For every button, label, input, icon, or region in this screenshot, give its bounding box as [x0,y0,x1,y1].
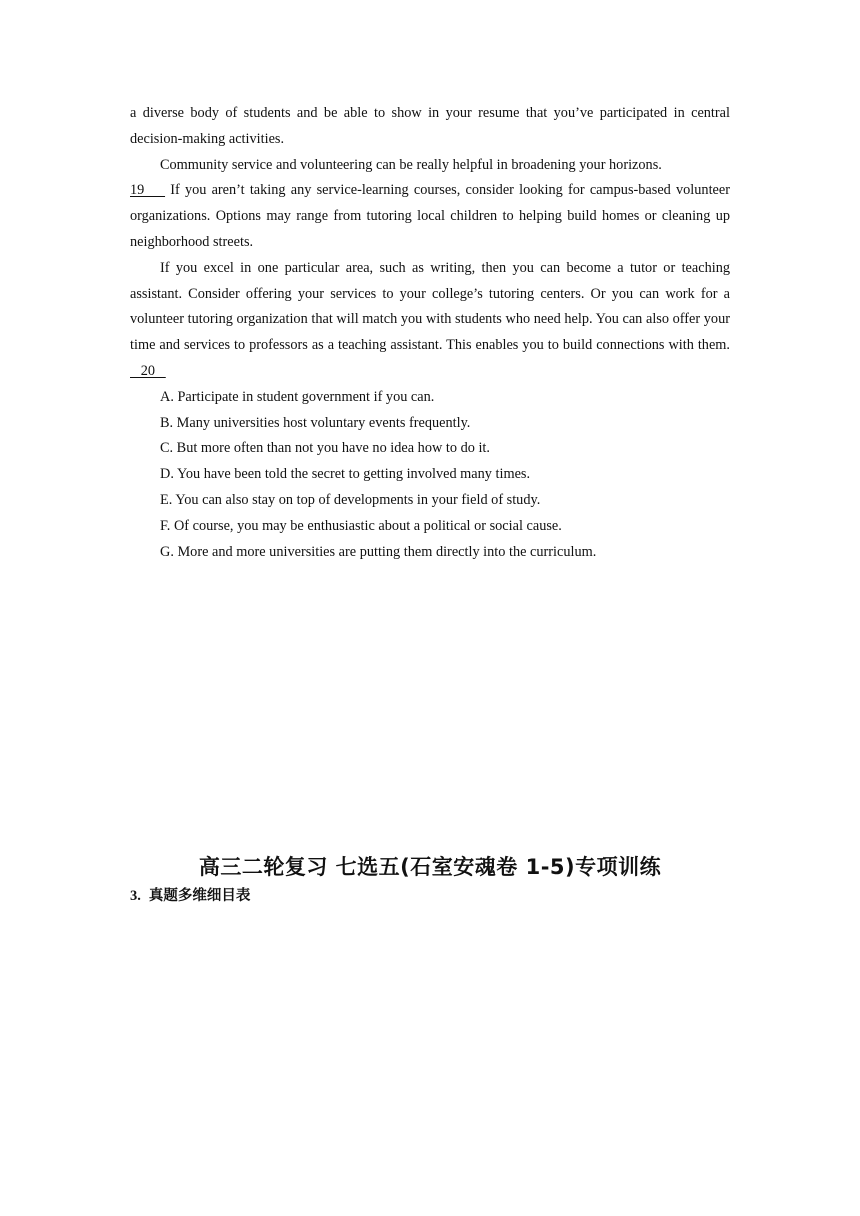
option-b: B. Many universities host voluntary events frequently. [160,414,471,431]
paragraph-community-service [130,153,730,256]
option-a: A. Participate in student government if you can. [160,388,435,405]
answer-options [130,385,730,566]
paragraph-continued: a diverse body of students and be able to show in your resume that you’ve participated in central decision-making activities. [130,105,730,147]
paragraph-tutor [130,256,730,385]
option-f: F. Of course, you may be enthusiastic about a political or social cause. [160,517,562,534]
paragraph-text: If you excel in one particular area, such as writing, then you can become a tutor or teaching assistant. Consider offering your services to your college’s tutoring centers. Or you can work for a volunteer tutoring organization that will match you with students who need help. You can also offer your time and services to professors as a teaching assistant. This enables you to build connections with them. [130,259,730,354]
answer-blank-19: 19 [130,182,166,199]
reading-passage [130,101,730,565]
option-e: E. You can also stay on top of developments in your field of study. [160,491,541,508]
sub-heading-number: 3. [130,888,141,904]
sub-heading-text: 真题多维细目表 [148,888,251,904]
paragraph-text: If you aren’t taking any service-learning courses, consider looking for campus-based volunteer organizations. Options may range from tutoring local children to helping build homes or cleaning up neighborhood streets. [130,182,730,250]
answer-blank-20: 20 [130,362,166,379]
sub-heading [130,884,250,905]
option-c: C. But more often than not you have no idea how to do it. [160,440,490,457]
paragraph-text: Community service and volunteering can be really helpful in broadening your horizons. [160,156,662,173]
section-title: 高三二轮复习 七选五(石室安魂卷 1-5)专项训练 [198,855,662,879]
option-g: G. More and more universities are putting them directly into the curriculum. [160,543,597,560]
option-d: D. You have been told the secret to getting involved many times. [160,466,531,483]
